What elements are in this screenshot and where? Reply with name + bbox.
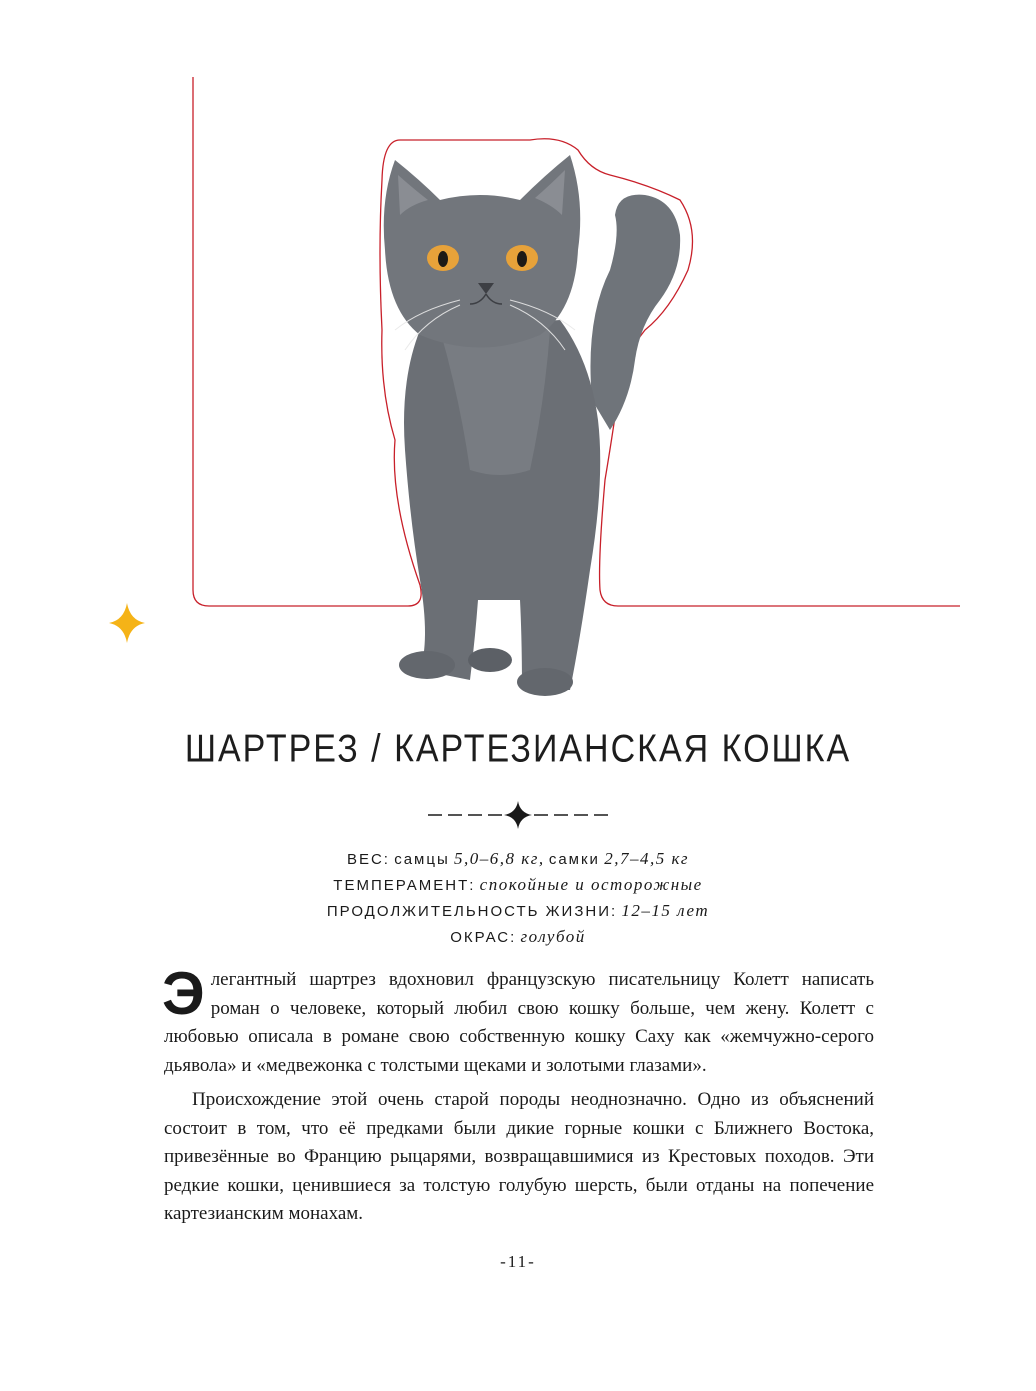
cat-illustration — [384, 155, 680, 696]
color-line — [0, 924, 1036, 950]
temperament-line — [0, 872, 1036, 898]
page-number: -11- — [500, 1252, 536, 1271]
males-label: самцы — [394, 851, 450, 868]
males-value: 5,0–6,8 кг, — [454, 849, 545, 868]
females-label: самки — [548, 851, 600, 868]
color-value: голубой — [520, 927, 586, 946]
breed-facts — [0, 846, 1036, 950]
paragraph-1-text: легантный шартрез вдохновил французскую писательницу Колетт написать роман о человеке, который любил свою кошку больше, чем жену. Колетт с любовью описала в романе свою собственную кошку Саху как «жемчужно-серого дьявола» и «медвежонка с толстыми щеками и золотыми глазами». — [164, 969, 874, 1076]
lifespan-label: ПРОДОЛЖИТЕЛЬНОСТЬ ЖИЗНИ: — [326, 903, 618, 920]
article-body — [162, 960, 874, 1229]
lifespan-line — [0, 898, 1036, 924]
temperament-value: спокойные и осторожные — [479, 875, 703, 894]
weight-line — [0, 846, 1036, 872]
color-label: ОКРАС: — [450, 929, 517, 946]
breed-title: ШАРТРЕЗ / КАРТЕЗИАНСКАЯ КОШКА — [184, 727, 852, 771]
lifespan-value: 12–15 лет — [621, 901, 710, 920]
paragraph-2: Происхождение этой очень старой породы неоднозначно. Одно из объяснений состоит в том, что её предками были дикие горные кошки с Ближнего Востока, привезённые во Францию рыцарями, возвращавшимися из Крестовых походов. Эти редкие кошки, ценившиеся за толстую голубую шерсть, были отданы на попечение картезианским монахам. — [164, 1089, 874, 1224]
drop-cap: Э — [162, 960, 205, 1027]
four-point-star-icon — [109, 603, 145, 643]
females-value: 2,7–4,5 кг — [604, 849, 690, 868]
temperament-label: ТЕМПЕРАМЕНТ: — [333, 877, 476, 894]
paragraph-1 — [162, 960, 874, 1080]
ornament-divider-icon — [428, 800, 608, 830]
weight-label: ВЕС: — [346, 851, 390, 868]
